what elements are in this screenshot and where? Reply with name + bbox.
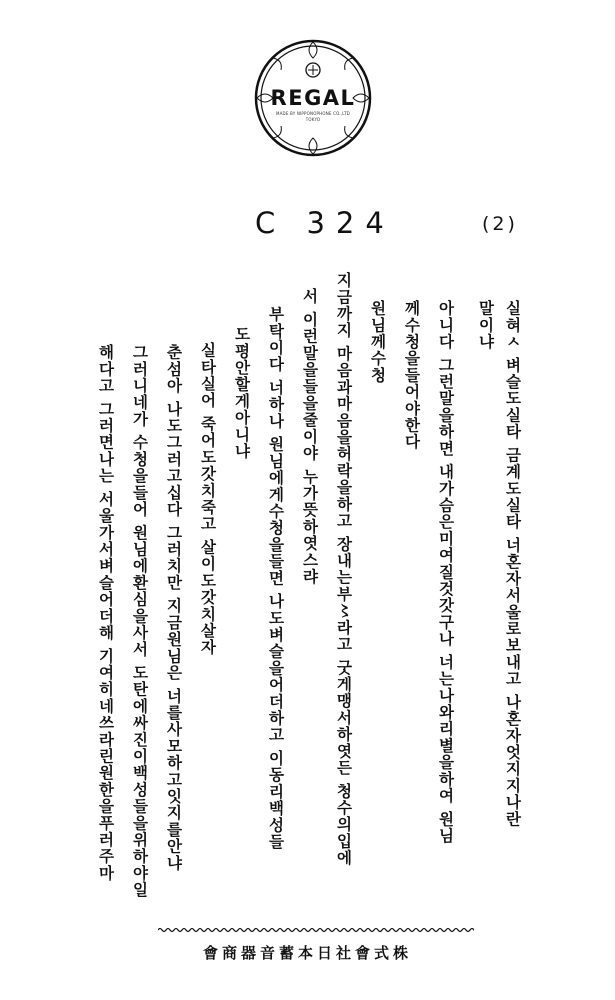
lyric-column: 도평안할게아니냐 <box>232 326 252 460</box>
wavy-divider <box>158 926 474 934</box>
lyric-column: 춘섬아 나도그러고십다 그러치만 지금원님은 너를사모하고잇지를안냐 <box>164 344 184 872</box>
lyric-column: 해다고 그러면나는 서울가서벼슬어더해 기여히네쓰라린원한을푸러주마 <box>96 344 116 882</box>
label-made-by-text: MADE BY NIPPONOPHONE CO.,LTD <box>275 111 351 116</box>
lyric-column: 부탁이다 너하나 원님에게수청을들면 나도벼슬을어더하고 이동리백성들 <box>266 306 286 851</box>
catalog-number: C 324 <box>255 206 395 240</box>
lyric-column: 지금까지 마음과마음을허락을하고 장내는부〻라고 굿게맹서하엿든 청수의입에 <box>334 272 354 867</box>
lyric-column: 실타실어 죽어도갓치죽고 살이도갓치살자 <box>198 342 218 656</box>
side-number: (2) <box>482 213 518 235</box>
lyrics-block <box>0 272 615 920</box>
publisher-footer: 會商器音蓄本日社會式株 <box>202 944 412 962</box>
regal-record-label <box>253 38 373 158</box>
lyric-column: 그러니네가 수청을들어 원님에환심을사서 도탄에싸진이백성들을위하야일 <box>130 344 150 899</box>
lyric-column: 말이냐 <box>476 300 496 351</box>
lyric-column: 실혀ㅅ 벼슬도실타 금계도실타 너혼자서울로보내고 나혼자엇지지나란 <box>503 300 523 828</box>
lyric-column: 아니다 그런말을하면 내가슴은미여질것갓구나 너는나와리별을하여 원님 <box>436 300 456 845</box>
label-location-text: TOKYO <box>305 117 321 122</box>
lyric-column: 원님께수청 <box>368 300 388 384</box>
lyric-column: 서 이런말을들을줄이야 누가뜻하엿스랴 <box>300 288 320 586</box>
lyric-column: 께수청을들어야한다 <box>402 300 422 451</box>
label-brand-text: REGAL <box>270 86 356 110</box>
